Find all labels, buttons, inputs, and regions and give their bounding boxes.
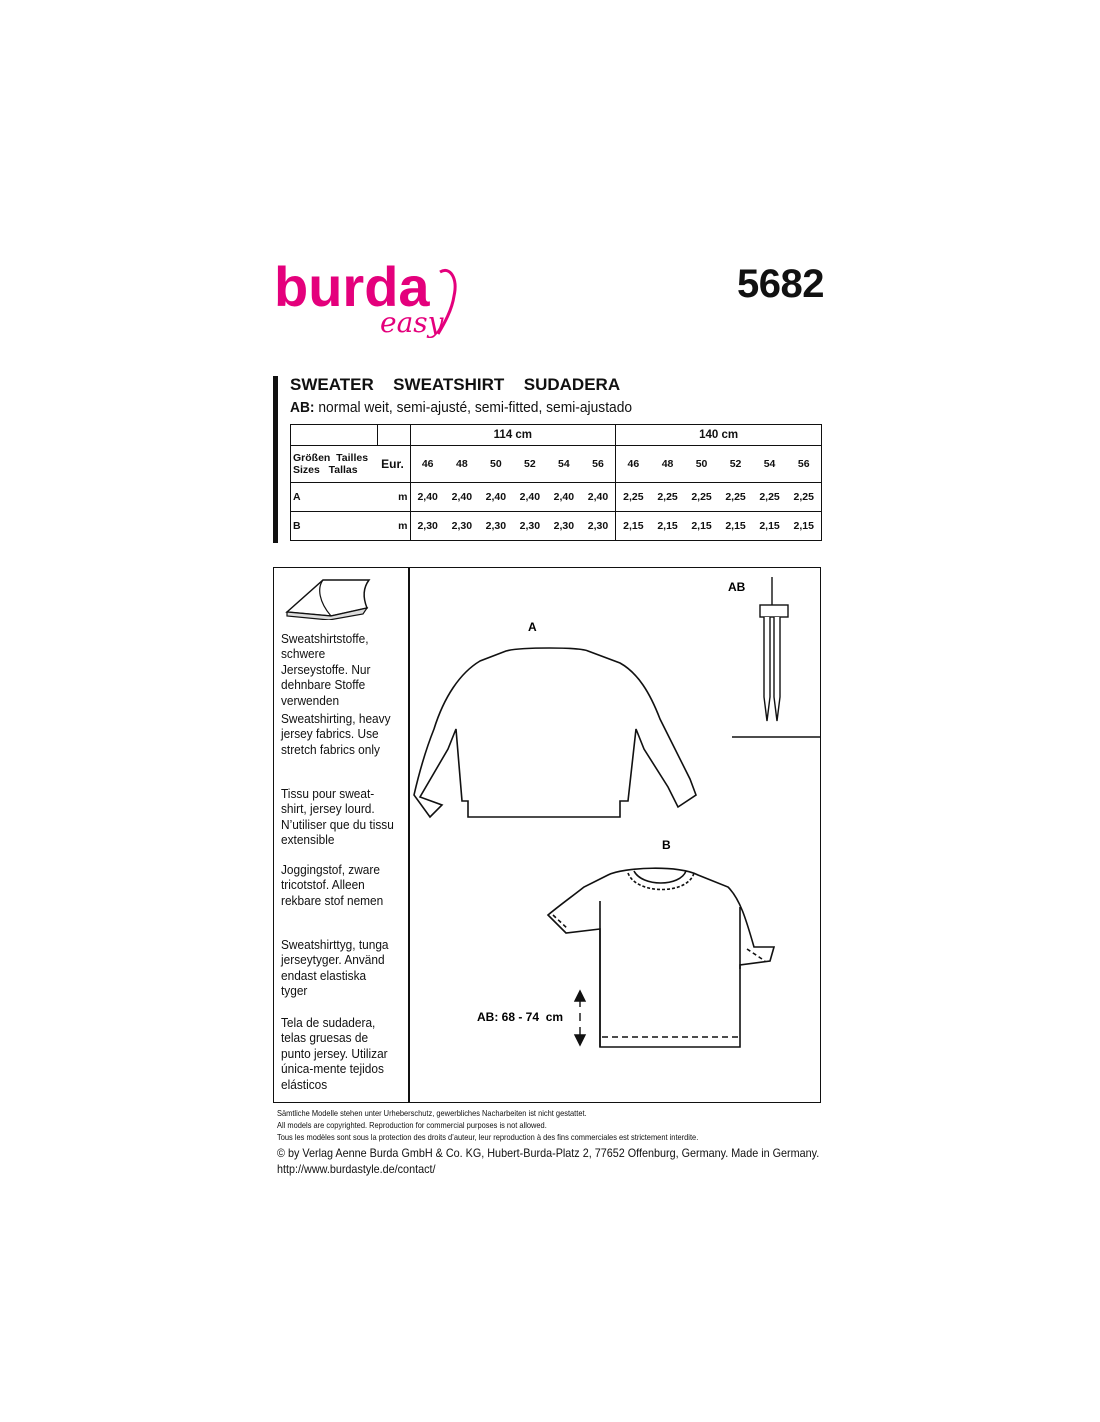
value-cell: 2,25 [753,483,787,512]
fit-text: normal weit, semi-ajusté, semi-fitted, semi-ajustado [318,399,633,416]
publisher-line: © by Verlag Aenne Burda GmbH & Co. KG, Hubert-Burda-Platz 2, 77652 Offenburg, Germany. Made in Germany. [277,1146,820,1160]
value-cell: 2,30 [547,512,581,541]
row-label: B [291,512,378,541]
fabric-text-sv: Sweatshirttyg, tunga jerseytyger. Använd endast elastiska tyger [281,937,389,999]
needle-label: AB [728,580,746,594]
value-cell: 2,15 [719,512,753,541]
page-title: SWEATER SWEATSHIRT SUDADERA [290,375,621,394]
fabric-text-es: Tela de sudadera, telas gruesas de punto jersey. Utilizar única-mente tejidos elásticos [281,1015,388,1092]
size-label-de-fr: Größen Tailles [293,452,369,464]
width-114: 114 cm [410,425,616,446]
value-cell: 2,30 [445,512,479,541]
fit-prefix: AB: [290,399,315,416]
logo-wordmark: burda [274,258,430,318]
copyright-en: All models are copyrighted. Reproduction for commercial purposes is not allowed. [277,1120,547,1130]
fabric-roll-icon [283,574,403,620]
value-cell: 2,25 [719,483,753,512]
length-arrow-icon [575,991,585,1045]
copyright-de: Sämtliche Modelle stehen unter Urheberschutz, gewerbliches Nacharbeiten ist nicht gestattet. [277,1108,587,1118]
value-cell: 2,15 [651,512,685,541]
pattern-number: 5682 [737,262,824,306]
size-cell: 52 [719,446,753,483]
size-cell: 54 [547,446,581,483]
length-note: AB: 68 - 74 cm [477,1010,564,1024]
size-cell: 46 [410,446,445,483]
view-a-label: A [528,620,537,634]
copyright-fr: Tous les modèles sont sous la protection des droits d’auteur, leur reproduction à des fins commerciales est strictement interdite. [277,1132,699,1142]
value-cell: 2,40 [547,483,581,512]
size-label [291,446,378,483]
table-row-a [291,483,822,512]
fabric-text-de: Sweatshirtstoffe, schwere Jerseystoffe. Nur dehnbare Stoffe verwenden [281,631,371,708]
logo-easy: easy [380,306,444,339]
value-cell: 2,40 [581,483,616,512]
view-b-sweater [548,868,774,1047]
fit-description [290,399,632,416]
view-a-body [414,648,696,817]
value-cell: 2,40 [410,483,445,512]
value-cell: 2,25 [616,483,651,512]
size-label-en-es: Sizes Tallas [293,464,358,476]
table-row-b [291,512,822,541]
value-cell: 2,15 [787,512,822,541]
table-corner [291,425,378,446]
technical-drawings [410,569,820,1101]
fabric-requirements-table [290,424,822,541]
value-cell: 2,30 [410,512,445,541]
size-cell: 46 [616,446,651,483]
value-cell: 2,40 [445,483,479,512]
value-cell: 2,25 [685,483,719,512]
size-cell: 56 [787,446,822,483]
value-cell: 2,40 [513,483,547,512]
row-unit: m [378,512,411,541]
size-cell: 50 [479,446,513,483]
twin-needle-icon [760,577,788,721]
row-label: A [291,483,378,512]
size-cell: 48 [651,446,685,483]
size-cell: 50 [685,446,719,483]
eur-label: Eur. [378,446,411,483]
value-cell: 2,25 [787,483,822,512]
size-cell: 56 [581,446,616,483]
value-cell: 2,30 [513,512,547,541]
view-b-label: B [662,838,671,852]
contact-link[interactable]: http://www.burdastyle.de/contact/ [277,1162,436,1176]
fabric-text-nl: Joggingstof, zware tricotstof. Alleen rekbare stof nemen [281,862,384,908]
value-cell: 2,25 [651,483,685,512]
size-cell: 48 [445,446,479,483]
value-cell: 2,15 [616,512,651,541]
section-rule [273,376,278,543]
row-unit: m [378,483,411,512]
fabric-text-en: Sweatshirting, heavy jersey fabrics. Use stretch fabrics only [281,711,391,757]
value-cell: 2,15 [685,512,719,541]
value-cell: 2,30 [479,512,513,541]
width-140: 140 cm [616,425,822,446]
value-cell: 2,30 [581,512,616,541]
size-cell: 54 [753,446,787,483]
table-corner-eur [378,425,411,446]
value-cell: 2,15 [753,512,787,541]
size-cell: 52 [513,446,547,483]
fabric-text-fr: Tissu pour sweat-shirt, jersey lourd. N’utiliser que du tissu extensible [281,786,394,848]
burda-easy-logo [272,258,482,348]
value-cell: 2,40 [479,483,513,512]
